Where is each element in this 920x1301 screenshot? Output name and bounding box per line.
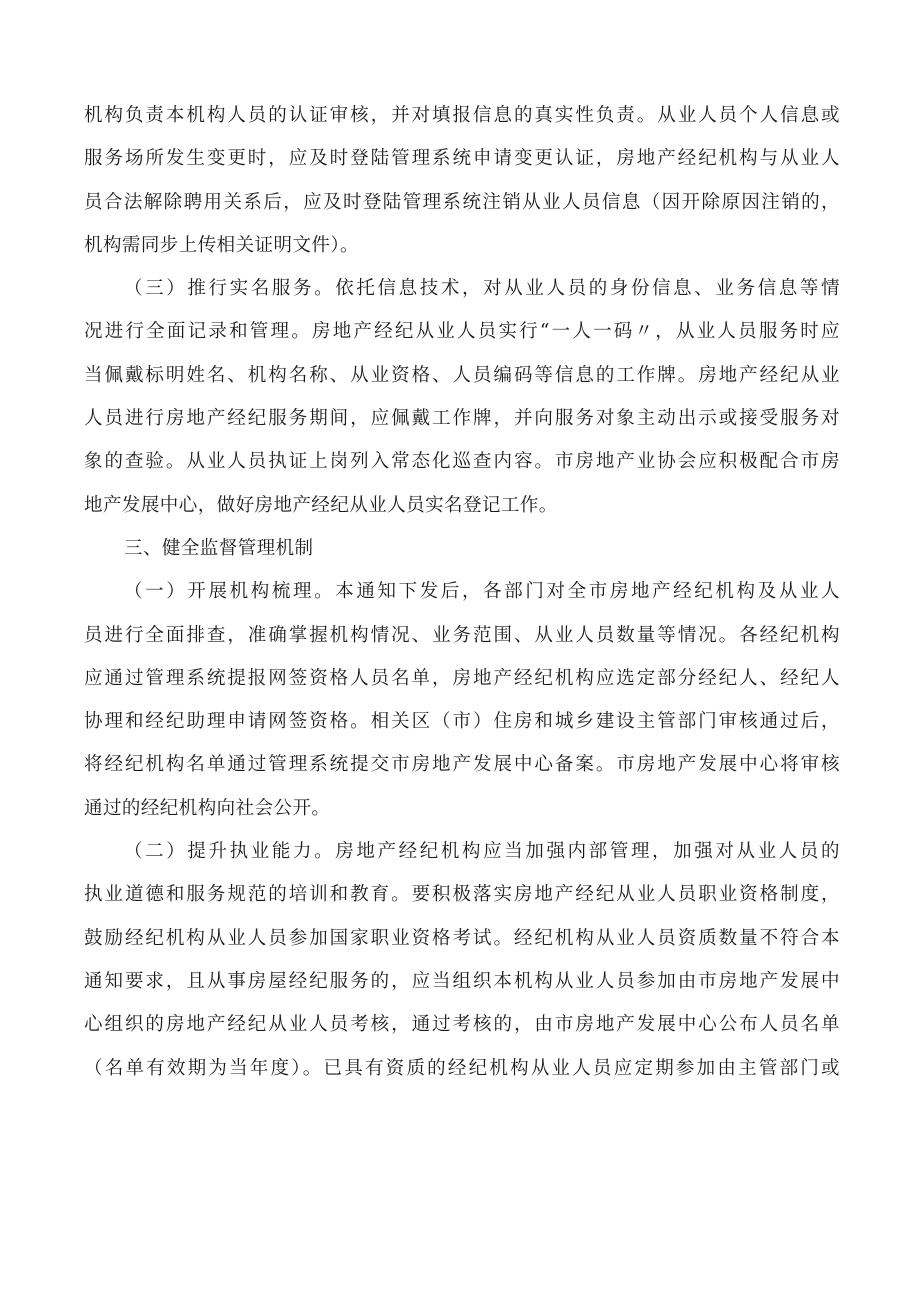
- text-line: 象的查验。从业人员执证上岗列入常态化巡查内容。市房地产业协会应积极配合市房: [84, 451, 840, 473]
- text-line: 应通过管理系统提报网签资格人员名单，房地产经纪机构应选定部分经纪人、经纪人: [84, 667, 840, 689]
- text-line: 当佩戴标明姓名、机构名称、从业资格、人员编码等信息的工作牌。房地产经纪从业: [84, 364, 840, 386]
- text-line: 通过的经纪机构向社会公开。: [84, 797, 331, 819]
- text-line: （名单有效期为当年度）。已具有资质的经纪机构从业人员应定期参加由主管部门或: [84, 1057, 840, 1079]
- text-line: 将经纪机构名单通过管理系统提交市房地产发展中心备案。市房地产发展中心将审核: [84, 754, 840, 776]
- text-line: 服务场所发生变更时，应及时登陆管理系统申请变更认证，房地产经纪机构与从业人: [84, 148, 840, 170]
- text-line: 员合法解除聘用关系后，应及时登陆管理系统注销从业人员信息（因开除原因注销的，: [84, 191, 840, 213]
- text-line: 人员进行房地产经纪服务期间，应佩戴工作牌，并向服务对象主动出示或接受服务对: [84, 408, 840, 430]
- text-line: 心组织的房地产经纪从业人员考核，通过考核的，由市房地产发展中心公布人员名单: [84, 1014, 840, 1036]
- text-line: （一）开展机构梳理。本通知下发后，各部门对全市房地产经纪机构及从业人: [124, 581, 840, 603]
- text-line: 三、健全监督管理机制: [124, 537, 314, 559]
- text-line: （三）推行实名服务。依托信息技术，对从业人员的身份信息、业务信息等情: [124, 278, 840, 300]
- text-line: 况进行全面记录和管理。房地产经纪从业人员实行“一人一码〃，从业人员服务时应: [84, 321, 840, 343]
- document-body: [84, 98, 840, 1094]
- text-line: 员进行全面排查，准确掌握机构情况、业务范围、从业人员数量等情况。各经纪机构: [84, 624, 840, 646]
- text-line: （二）提升执业能力。房地产经纪机构应当加强内部管理，加强对从业人员的: [124, 841, 840, 863]
- text-line: 通知要求，且从事房屋经纪服务的，应当组织本机构从业人员参加由市房地产发展中: [84, 970, 840, 992]
- text-line: 协理和经纪助理申请网签资格。相关区（市）住房和城乡建设主管部门审核通过后，: [84, 711, 840, 733]
- text-line: 鼓励经纪机构从业人员参加国家职业资格考试。经纪机构从业人员资质数量不符合本: [84, 927, 840, 949]
- text-line: 机构需同步上传相关证明文件）。: [84, 234, 360, 256]
- text-line: 执业道德和服务规范的培训和教育。要积极落实房地产经纪从业人员职业资格制度，: [84, 884, 840, 906]
- text-line: 机构负责本机构人员的认证审核，并对填报信息的真实性负责。从业人员个人信息或: [84, 105, 840, 126]
- text-line: 地产发展中心，做好房地产经纪从业人员实名登记工作。: [84, 494, 558, 516]
